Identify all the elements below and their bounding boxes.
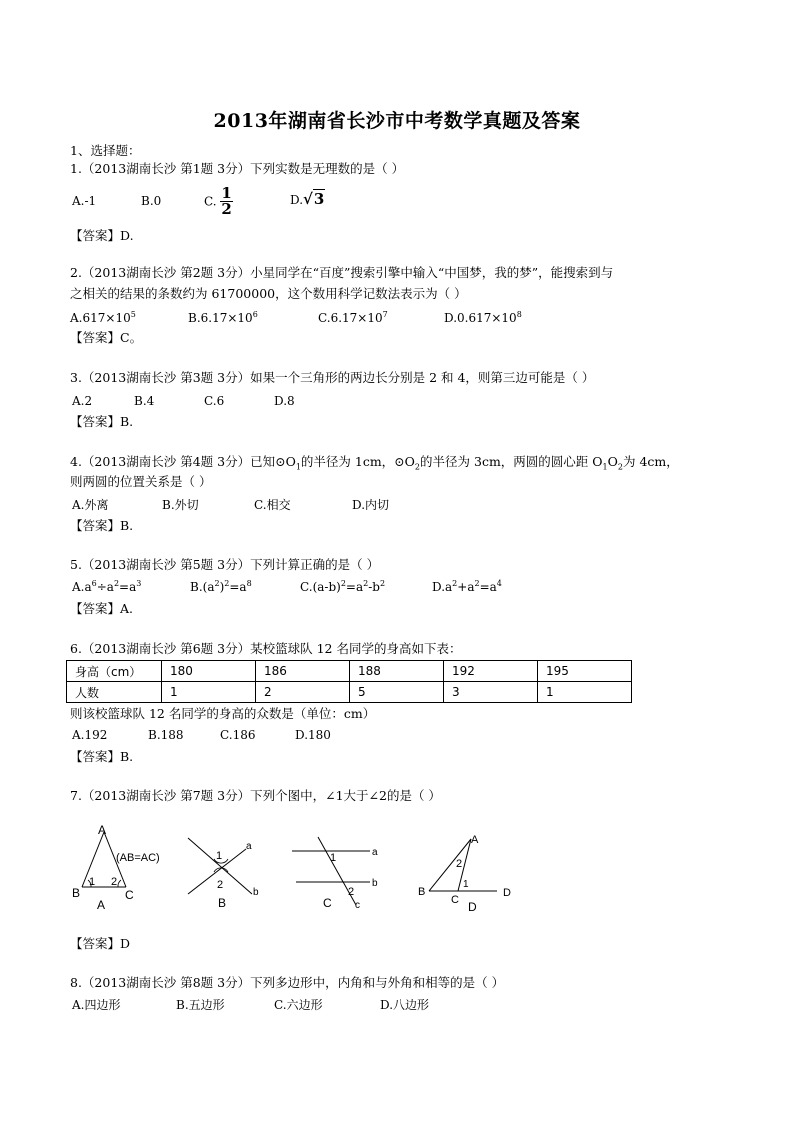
table-cell: 1 [538,682,632,703]
question-4-option-a: A.外离 [72,498,109,512]
figure-b [188,838,259,910]
label: 1 [89,876,96,888]
question-4-stem-line-2: 则两圆的位置关系是（ ） [70,474,212,489]
question-2-option-b: $B.6.17\times 10^6$ [188,310,258,325]
table-cell: 1 [162,682,256,703]
question-1-option-b: B.0 [141,194,162,208]
question-6-followup: 则该校篮球队 12 名同学的身高的众数是（单位：cm） [70,706,376,721]
question-5-answer: 【答案】A. [70,601,134,616]
label: b [372,878,378,889]
question-4-option-b: B.外切 [162,498,199,512]
question-1-answer: 【答案】D. [70,228,134,243]
question-5-option-d: $D.a^2+a^2=a^4$ [432,579,502,594]
question-6-option-b: B.188 [148,728,184,742]
fraction-one-half: $\frac{1}{2}$ [221,184,232,218]
figure-caption: A [97,898,106,912]
label: A [98,823,107,837]
question-8-option-c: C.六边形 [274,998,323,1012]
question-3-option-a: A.2 [72,394,93,408]
question-4-option-c: C.相交 [254,498,291,512]
question-8-stem: 8.（2013湖南长沙 第8题 3分）下列多边形中，内角和与外角和相等的是（ ） [70,975,505,990]
question-1-option-c: C. $\frac{1}{2}$ [204,184,232,218]
page-title: 2013年湖南省长沙市中考数学真题及答案 [213,110,581,132]
question-8-option-d: D.八边形 [380,998,430,1012]
label: 1 [330,852,337,864]
question-4-stem-line-1: 4.（2013湖南长沙 第4题 3分）已知$⊙O_1$的半径为 1cm，$⊙O_2$的半径为 3cm，两圆的圆心距 $O_1O_2$为 4cm， [70,454,679,472]
question-2-option-d: $D.0.617\times 10^8$ [444,310,522,325]
label: 2 [217,879,224,891]
figure-d [418,834,511,914]
table-cell: 身高（cm） [67,661,162,682]
question-2-option-c: $C.6.17\times 10^7$ [318,310,388,325]
label: C [451,894,459,906]
question-4-option-d: D.内切 [352,498,390,512]
question-1-stem: 1.（2013湖南长沙 第1题 3分）下列实数是无理数的是（ ） [70,161,405,176]
question-8-option-b: B.五边形 [176,998,225,1012]
angle-figures [0,815,794,920]
question-6-option-c: C.186 [220,728,256,742]
table-row-height [67,661,632,682]
label: 2 [456,858,463,870]
question-5-stem: 5.（2013湖南长沙 第5题 3分）下列计算正确的是（ ） [70,557,380,572]
question-6-option-d: D.180 [295,728,331,742]
table-cell: 人数 [67,682,162,703]
question-3-option-d: D.8 [274,394,295,408]
label: a [246,841,252,852]
figure-a [72,823,160,912]
table-cell: 5 [350,682,444,703]
question-5-option-a: $A.a^6\div a^2=a^3$ [72,579,142,594]
question-1-option-d: D.√3 [290,190,325,208]
table-cell: 192 [444,661,538,682]
question-4-answer: 【答案】B. [70,518,134,533]
figure-c [292,837,378,911]
table-cell: 188 [350,661,444,682]
question-5-option-b: $B.(a^2)^2=a^8$ [190,579,252,594]
label: 2 [111,876,118,888]
question-7-answer: 【答案】D [70,936,131,951]
question-2-stem-line-2: 之相关的结果的条数约为 61700000，这个数用科学记数法表示为（ ） [70,286,467,301]
label: c [355,900,360,911]
table-row-count [67,682,632,703]
question-3-option-c: C.6 [204,394,225,408]
section-heading: 1、选择题： [70,143,141,158]
table-cell: 2 [256,682,350,703]
label: B [418,886,426,898]
question-2-answer: 【答案】C。 [70,330,143,345]
question-1-option-a: A.-1 [72,194,97,208]
question-2-stem-line-1: 2.（2013湖南长沙 第2题 3分）小星同学在“百度”搜索引擎中输入“中国梦，我的梦”，能搜索到与 [70,265,614,280]
label: D [503,887,511,899]
question-3-answer: 【答案】B. [70,414,134,429]
question-7-stem: 7.（2013湖南长沙 第7题 3分）下列个图中，∠1大于∠2的是（ ） [70,788,441,803]
question-5-option-c: $C.(a-b)^2=a^2-b^2$ [300,579,386,594]
sqrt-three: √3 [303,190,325,208]
label: B [72,886,81,900]
table-cell: 186 [256,661,350,682]
question-3-stem: 3.（2013湖南长沙 第3题 3分）如果一个三角形的两边长分别是 2 和 4，则第三边可能是（ ） [70,370,595,385]
label: C [125,888,134,902]
height-table [66,660,632,703]
question-6-option-a: A.192 [72,728,108,742]
label: (AB=AC) [116,852,160,864]
label: 1 [216,850,223,862]
table-cell: 180 [162,661,256,682]
label: b [253,887,259,898]
table-cell: 195 [538,661,632,682]
label: A [471,834,479,846]
figure-caption: D [468,900,477,914]
label: 2 [348,886,355,898]
label: a [372,847,378,858]
question-8-option-a: A.四边形 [72,998,121,1012]
figure-caption: B [218,896,227,910]
label: 1 [463,879,469,890]
question-6-answer: 【答案】B. [70,749,134,764]
table-cell: 3 [444,682,538,703]
question-6-stem: 6.（2013湖南长沙 第6题 3分）某校篮球队 12 名同学的身高如下表： [70,641,462,656]
question-3-option-b: B.4 [134,394,155,408]
figure-caption: C [323,896,332,910]
question-2-option-a: $A.617\times 10^5$ [70,310,136,325]
